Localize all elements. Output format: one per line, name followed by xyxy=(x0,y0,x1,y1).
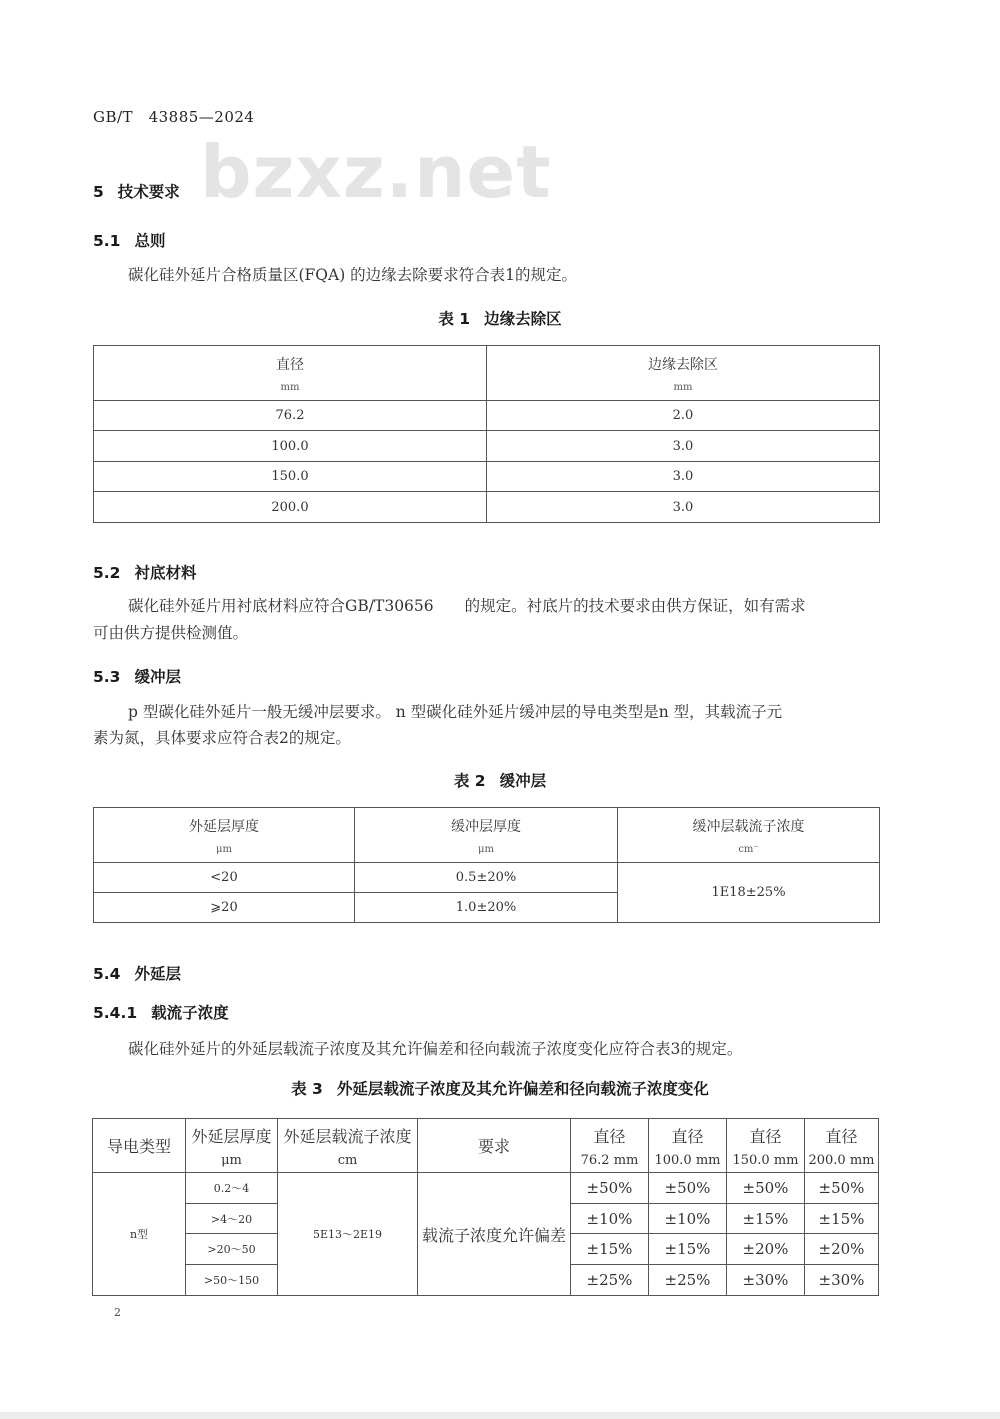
section-title: 衬底材料 xyxy=(134,564,197,582)
table-cell: 2.0 xyxy=(487,401,880,431)
section-title: 总则 xyxy=(134,232,166,250)
paragraph-5-3-line-2: 素为氮，具体要求应符合表2的规定。 xyxy=(93,729,351,747)
table-cell: ±50% xyxy=(649,1173,727,1204)
paragraph-5-2-line-2: 可由供方提供检测值。 xyxy=(93,624,249,642)
section-number: 5.4 xyxy=(93,965,121,983)
concentration-cell: 5E13～2E19 xyxy=(278,1173,418,1296)
thickness-cell: >4～20 xyxy=(186,1204,278,1234)
table-cell: <20 xyxy=(94,863,355,893)
header-cell: 要求 xyxy=(418,1119,571,1173)
table-cell: 3.0 xyxy=(487,431,880,462)
merged-cell: 1E18±25% xyxy=(618,863,880,923)
table-row xyxy=(94,462,880,492)
table-row xyxy=(94,401,880,431)
table-cell: 3.0 xyxy=(487,492,880,523)
section-number: 5.4.1 xyxy=(93,1004,138,1022)
table-row xyxy=(94,492,880,523)
table-1 xyxy=(93,345,880,523)
header-cell: 缓冲层载流子浓度 cm⁻ xyxy=(618,808,880,863)
table-header-row xyxy=(93,1119,879,1173)
table-cell: ±10% xyxy=(571,1204,649,1234)
table-row xyxy=(94,431,880,462)
section-5-2-heading xyxy=(93,561,196,583)
watermark: bzxz.net xyxy=(200,130,552,214)
table-cell: ±30% xyxy=(805,1265,879,1296)
section-title: 技术要求 xyxy=(117,183,180,201)
page-number: 2 xyxy=(114,1306,121,1319)
thickness-cell: 0.2～4 xyxy=(186,1173,278,1204)
paragraph-5-3-line-1: p 型碳化硅外延片一般无缓冲层要求。 n 型碳化硅外延片缓冲层的导电类型是n 型，其载流子元 xyxy=(128,703,783,721)
header-cell: 外延层载流子浓度 cm xyxy=(278,1119,418,1173)
table-cell: ±15% xyxy=(727,1204,805,1234)
table-cell: 1.0±20% xyxy=(355,893,618,923)
table-cell: ±15% xyxy=(649,1234,727,1265)
paragraph-5-2-line-1: 碳化硅外延片用衬底材料应符合GB/T30656 的规定。衬底片的技术要求由供方保证，如有需求 xyxy=(128,597,806,615)
table-cell: ±50% xyxy=(805,1173,879,1204)
table-cell: ±10% xyxy=(649,1204,727,1234)
section-title: 载流子浓度 xyxy=(151,1004,229,1022)
header-cell: 直径 76.2 mm xyxy=(571,1119,649,1173)
section-5-heading xyxy=(93,180,180,202)
thickness-cell: >20～50 xyxy=(186,1234,278,1265)
table-header-row xyxy=(94,346,880,401)
type-cell: n型 xyxy=(93,1173,186,1296)
section-number: 5 xyxy=(93,183,104,201)
header-cell: 外延层厚度 μm xyxy=(186,1119,278,1173)
header-cell: 外延层厚度 μm xyxy=(94,808,355,863)
section-5-4-heading xyxy=(93,962,181,984)
table-cell: ±15% xyxy=(805,1204,879,1234)
section-number: 5.3 xyxy=(93,668,121,686)
header-cell: 导电类型 xyxy=(93,1119,186,1173)
section-title: 外延层 xyxy=(134,965,181,983)
table-row xyxy=(93,1173,879,1204)
caption-text: 缓冲层 xyxy=(499,772,547,790)
table-row xyxy=(94,863,880,893)
caption-number: 表 2 xyxy=(453,772,486,790)
table-cell: ±25% xyxy=(571,1265,649,1296)
requirement-cell: 载流子浓度允许偏差 xyxy=(418,1173,571,1296)
table-cell: ±20% xyxy=(727,1234,805,1265)
table-cell: ⩾20 xyxy=(94,893,355,923)
section-5-1-heading xyxy=(93,229,165,251)
caption-text: 边缘去除区 xyxy=(484,310,562,328)
page-bottom-edge xyxy=(0,1412,1000,1419)
table-cell: 76.2 xyxy=(94,401,487,431)
table-cell: 150.0 xyxy=(94,462,487,492)
table-2-caption xyxy=(0,769,1000,791)
table-2 xyxy=(93,807,880,923)
header-cell: 边缘去除区 mm xyxy=(487,346,880,401)
table-3 xyxy=(92,1118,879,1296)
table-cell: 0.5±20% xyxy=(355,863,618,893)
table-cell: ±50% xyxy=(727,1173,805,1204)
table-header-row xyxy=(94,808,880,863)
section-number: 5.2 xyxy=(93,564,121,582)
table-1-caption xyxy=(0,307,1000,329)
table-cell: 100.0 xyxy=(94,431,487,462)
caption-number: 表 1 xyxy=(438,310,471,328)
section-title: 缓冲层 xyxy=(134,668,181,686)
table-cell: ±15% xyxy=(571,1234,649,1265)
header-cell: 直径 mm xyxy=(94,346,487,401)
header-cell: 直径 200.0 mm xyxy=(805,1119,879,1173)
header-cell: 缓冲层厚度 μm xyxy=(355,808,618,863)
section-5-3-heading xyxy=(93,665,181,687)
table-cell: ±30% xyxy=(727,1265,805,1296)
section-5-4-1-heading xyxy=(93,1001,229,1023)
table-cell: 3.0 xyxy=(487,462,880,492)
section-number: 5.1 xyxy=(93,232,121,250)
document-code: GB/T 43885—2024 xyxy=(93,108,255,126)
caption-number: 表 3 xyxy=(291,1080,323,1098)
caption-text: 外延层载流子浓度及其允许偏差和径向载流子浓度变化 xyxy=(336,1080,709,1098)
thickness-cell: >50～150 xyxy=(186,1265,278,1296)
table-3-caption xyxy=(0,1077,1000,1099)
header-cell: 直径 100.0 mm xyxy=(649,1119,727,1173)
table-cell: ±20% xyxy=(805,1234,879,1265)
paragraph-5-4-1: 碳化硅外延片的外延层载流子浓度及其允许偏差和径向载流子浓度变化应符合表3的规定。 xyxy=(128,1040,743,1058)
table-cell: ±50% xyxy=(571,1173,649,1204)
table-cell: 200.0 xyxy=(94,492,487,523)
paragraph-5-1: 碳化硅外延片合格质量区(FQA) 的边缘去除要求符合表1的规定。 xyxy=(128,266,578,284)
table-cell: ±25% xyxy=(649,1265,727,1296)
header-cell: 直径 150.0 mm xyxy=(727,1119,805,1173)
